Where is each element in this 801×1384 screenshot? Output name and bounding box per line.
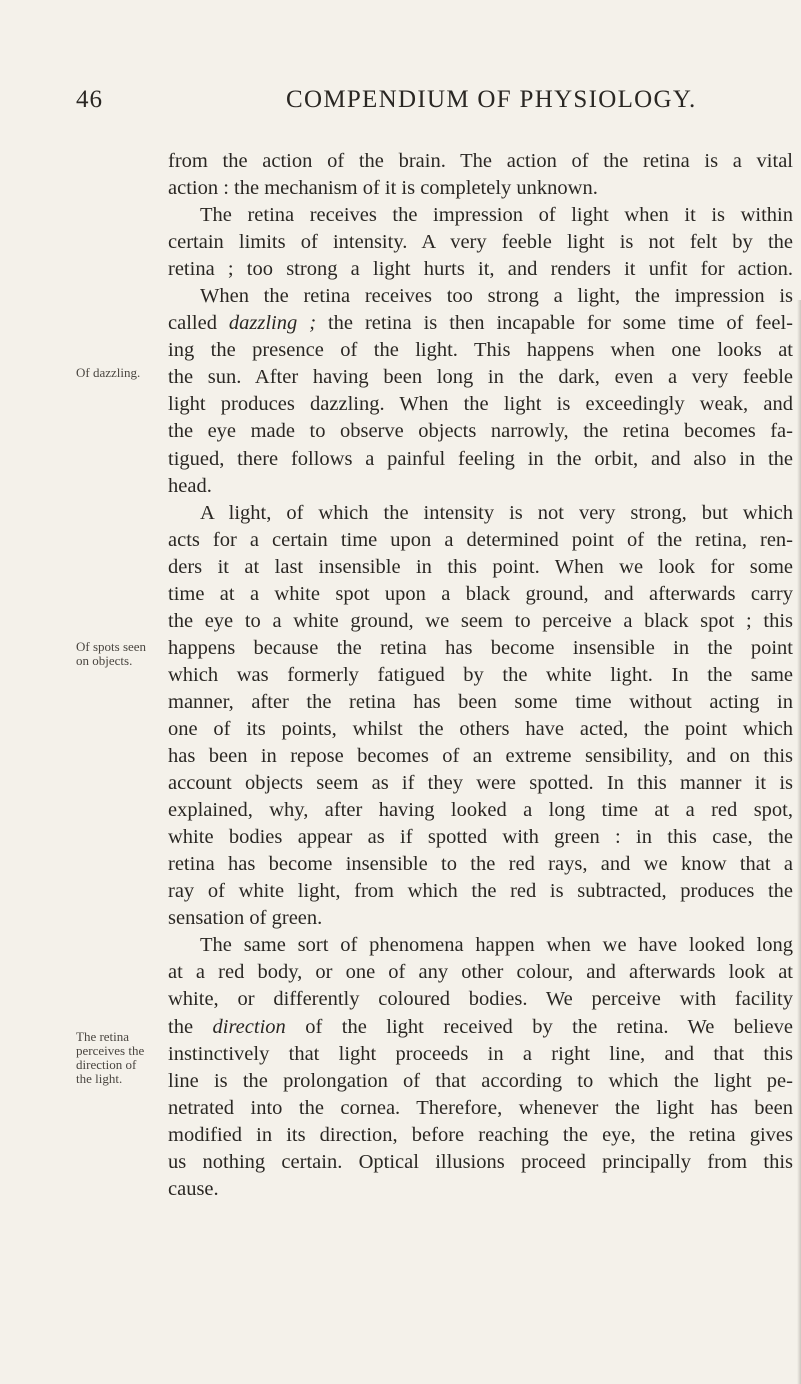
text-line: sensation of green. xyxy=(168,907,323,930)
margin-note-line: Of spots seen xyxy=(76,639,147,654)
text-line: The same sort of phenomena happen when we have looked long xyxy=(200,934,793,957)
text-line: the eye to a white ground, we seem to perceive a black spot ; this xyxy=(168,609,793,632)
text-line: us nothing certain. Optical illusions proceed principally from this xyxy=(168,1150,793,1173)
text-line: the eye made to observe objects narrowly, the retina becomes fa- xyxy=(168,420,793,443)
page-edge-shadow xyxy=(797,300,801,1384)
text-line: from the action of the brain. The action of the retina is a vital xyxy=(168,150,793,172)
text-line: ders it at last insensible in this point. When we look for some xyxy=(168,555,793,578)
text-run: the retina is then incapable for some time of feel- xyxy=(316,312,793,335)
text-line xyxy=(168,1014,793,1041)
text-line: ray of white light, from which the red is subtracted, produces the xyxy=(168,880,793,903)
text-line: netrated into the cornea. Therefore, whenever the light has been xyxy=(168,1096,793,1119)
body-text xyxy=(168,148,793,1203)
text-line: certain limits of intensity. A very feeble light is not felt by the xyxy=(168,231,793,254)
text-line: one of its points, whilst the others have acted, the point which xyxy=(168,717,793,740)
text-line: retina has become insensible to the red rays, and we know that a xyxy=(168,853,793,876)
margin-note-line: Of dazzling. xyxy=(76,365,141,380)
text-line: instinctively that light proceeds in a right line, and that this xyxy=(168,1042,793,1065)
text-line: account objects seem as if they were spotted. In this manner it is xyxy=(168,772,793,795)
text-line: the sun. After having been long in the dark, even a very feeble xyxy=(168,366,793,389)
text-line: cause. xyxy=(168,1177,219,1200)
margin-note-retina-direction xyxy=(76,1030,166,1086)
text-line: retina ; too strong a light hurts it, and renders it unfit for action. xyxy=(168,258,793,281)
text-line: The retina receives the impression of light when it is within xyxy=(200,204,793,227)
text-line: explained, why, after having looked a long time at a red spot, xyxy=(168,799,793,822)
text-line: time at a white spot upon a black ground, and afterwards carry xyxy=(168,582,793,605)
text-line: acts for a certain time upon a determined point of the retina, ren- xyxy=(168,528,793,551)
text-line: white, or differently coloured bodies. We perceive with facility xyxy=(168,988,793,1011)
page-number: 46 xyxy=(76,86,103,113)
italic-term-dazzling: dazzling ; xyxy=(228,312,317,335)
margin-note-line: direction of xyxy=(76,1057,137,1072)
text-line: line is the prolongation of that according to which the light pe- xyxy=(168,1069,793,1092)
text-line: When the retina receives too strong a light, the impression is xyxy=(200,285,793,308)
text-line: tigued, there follows a painful feeling in the orbit, and also in the xyxy=(168,447,793,470)
italic-term-direction: direction xyxy=(212,1015,286,1038)
running-header xyxy=(76,86,731,122)
text-run: of the light received by the retina. We believe xyxy=(285,1015,793,1038)
margin-note-line: on objects. xyxy=(76,653,133,668)
margin-note-line: the light. xyxy=(76,1071,123,1086)
text-line: modified in its direction, before reaching the eye, the retina gives xyxy=(168,1123,793,1146)
text-line: A light, of which the intensity is not very strong, but which xyxy=(200,501,793,524)
header-title: COMPENDIUM OF PHYSIOLOGY. xyxy=(286,86,697,113)
text-line: head. xyxy=(168,474,212,497)
text-line: manner, after the retina has been some time without acting in xyxy=(168,690,793,713)
margin-note-spots xyxy=(76,640,166,668)
text-line: action : the mechanism of it is completely unknown. xyxy=(168,177,598,200)
text-line: light produces dazzling. When the light is exceedingly weak, and xyxy=(168,393,793,416)
text-line: has been in repose becomes of an extreme sensibility, and on this xyxy=(168,745,793,768)
margin-note-dazzling xyxy=(76,366,166,380)
text-run: the xyxy=(168,1015,213,1038)
margin-note-line: perceives the xyxy=(76,1043,145,1058)
text-run: called xyxy=(168,312,229,335)
text-line: happens because the retina has become insensible in the point xyxy=(168,636,793,659)
text-line: ing the presence of the light. This happens when one looks at xyxy=(168,339,793,362)
margin-note-line: The retina xyxy=(76,1029,130,1044)
text-line: at a red body, or one of any other colour, and afterwards look at xyxy=(168,961,793,984)
text-line xyxy=(168,310,793,337)
text-line: which was formerly fatigued by the white light. In the same xyxy=(168,663,793,686)
text-line: white bodies appear as if spotted with green : in this case, the xyxy=(168,826,793,849)
